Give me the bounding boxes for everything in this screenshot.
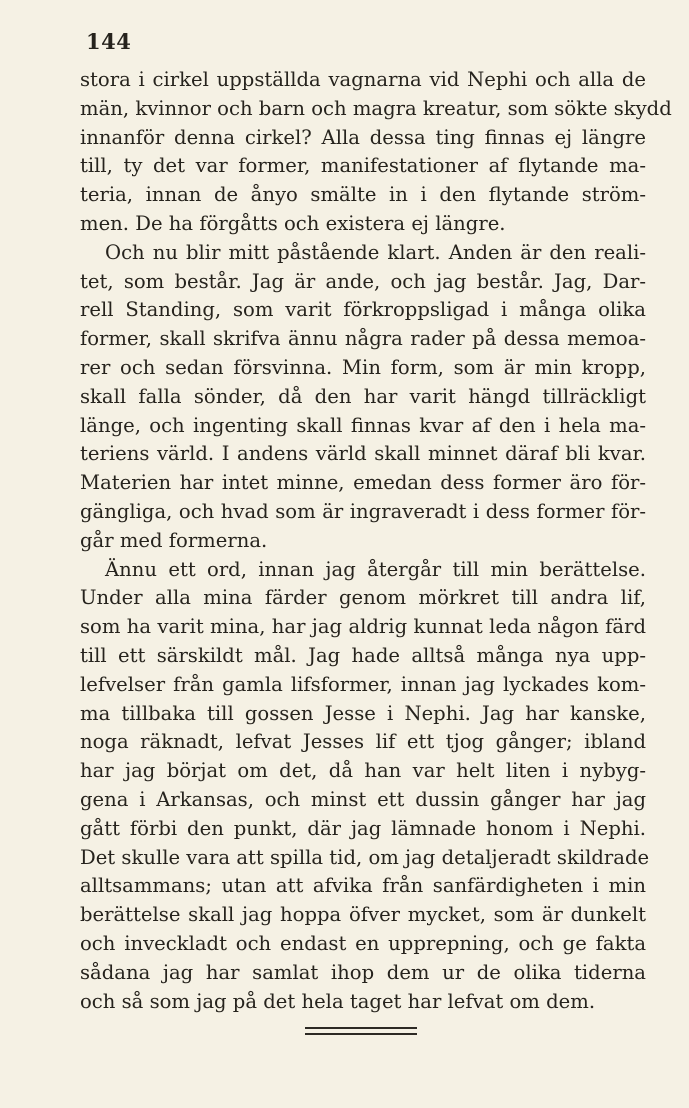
text-line: noga räknadt, lefvat Jesses lif ett tjog gånger; ibland	[80, 730, 646, 754]
text-line: stora i cirkel uppställda vagnarna vid Nephi och alla de	[80, 68, 646, 91]
text-line: gängliga, och hvad som är ingraveradt i dess former för-	[80, 499, 646, 523]
text-line: och inveckladt och endast en upprepning, och ge fakta	[80, 931, 646, 955]
text-line: Och nu blir mitt påstående klart. Anden är den reali-	[105, 240, 646, 264]
text-line: tet, som består. Jag är ande, och jag består. Jag, Dar-	[80, 269, 646, 293]
text-line: Materien har intet minne, emedan dess former äro för-	[80, 471, 646, 495]
text-line: skall falla sönder, då den har varit hängd tillräckligt	[80, 384, 646, 408]
text-line: som ha varit mina, har jag aldrig kunnat leda någon färd	[80, 615, 646, 639]
text-line: Ännu ett ord, innan jag återgår till min berättelse.	[105, 557, 646, 581]
text-line: gena i Arkansas, och minst ett dussin gånger har jag	[80, 787, 646, 811]
text-line: innanför denna cirkel? Alla dessa ting finnas ej längre	[80, 125, 646, 149]
text-line: berättelse skall jag hoppa öfver mycket, som är dunkelt	[80, 903, 646, 927]
text-line: går med formerna.	[80, 528, 268, 552]
text-line: teriens värld. I andens värld skall minnet däraf bli kvar.	[80, 442, 646, 466]
text-line: Under alla mina färder genom mörkret till andra lif,	[80, 586, 646, 610]
page-number: 144	[86, 29, 132, 54]
text-line: gått förbi den punkt, där jag lämnade honom i Nephi.	[80, 816, 646, 840]
text-line: alltsammans; utan att afvika från sanfärdigheten i min	[80, 874, 646, 898]
text-line: sådana jag har samlat ihop dem ur de olika tiderna	[80, 960, 646, 984]
text-line: har jag börjat om det, då han var helt liten i nybyg-	[80, 759, 646, 783]
text-line: rell Standing, som varit förkroppsligad i många olika	[80, 298, 646, 322]
text-line: till, ty det var former, manifestationer af flytande ma-	[80, 154, 646, 178]
text-line: rer och sedan försvinna. Min form, som är min kropp,	[80, 355, 646, 379]
text-line: teria, innan de ånyo smälte in i den flytande ström-	[80, 183, 646, 207]
text-line: Det skulle vara att spilla tid, om jag detaljeradt skildrade	[80, 845, 650, 869]
text-line: och så som jag på det hela taget har lefvat om dem.	[80, 989, 596, 1013]
section-divider-top	[305, 1027, 417, 1029]
text-line: men. De ha förgåtts och existera ej längre.	[80, 211, 506, 235]
text-line: länge, och ingenting skall finnas kvar af den i hela ma-	[80, 413, 646, 437]
text-line: till ett särskildt mål. Jag hade alltså många nya upp-	[80, 643, 646, 667]
body-text	[80, 66, 672, 1016]
text-line: män, kvinnor och barn och magra kreatur, som sökte skydd	[80, 96, 672, 120]
text-line: ma tillbaka till gossen Jesse i Nephi. Jag har kanske,	[80, 701, 646, 725]
text-line: former, skall skrifva ännu några rader på dessa memoa-	[80, 327, 646, 351]
text-line: lefvelser från gamla lifsformer, innan jag lyckades kom-	[80, 672, 646, 696]
section-divider-bottom	[305, 1033, 417, 1035]
